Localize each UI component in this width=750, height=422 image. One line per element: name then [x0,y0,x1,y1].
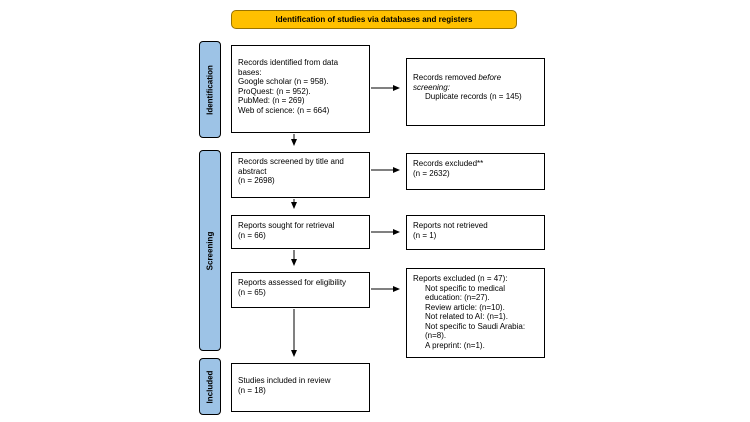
box-line: (n = 1) [413,230,437,240]
box-line: Not specific to Saudi Arabia: [425,321,526,331]
box-line: Records excluded** [413,159,484,168]
box-line: Reports not retrieved [413,221,488,230]
stage-label-identification: Identification [205,64,215,115]
box-line: PubMed: (n = 269) [238,96,305,105]
box-line: Not related to AI: (n=1). [425,312,508,321]
stage-label-included: Included [205,370,215,403]
stage-label-screening: Screening [205,231,215,270]
box-line: bases: [238,67,262,77]
box-records-identified [231,45,370,133]
box-line: Google scholar (n = 958). [238,77,329,86]
box-line-text-italic: before [478,73,502,82]
banner-label: Identification of studies via databases and registers [275,15,473,24]
box-line: Studies included in review [238,376,331,385]
box-line: screening: [413,82,450,92]
box-line: education: (n=27). [425,293,490,302]
box-line: ProQuest: (n = 952). [238,86,311,96]
box-line: A preprint: (n=1). [425,340,485,350]
box-line: Review article: (n=10). [425,302,505,312]
box-line: Duplicate records (n = 145) [425,92,522,101]
box-line: (n = 65) [238,287,266,297]
box-line-text: Records removed [413,73,479,82]
banner-identification-via-databases [231,10,517,29]
box-records-screened [231,152,370,198]
box-line: Not specific to medical [425,283,506,293]
box-reports-not-retrieved [406,215,545,250]
box-line: Reports sought for retrieval [238,221,335,230]
stage-identification [199,41,221,138]
box-line: Records screened by title and [238,157,344,166]
box-line: (n = 18) [238,385,266,395]
box-records-excluded [406,153,545,190]
box-line: (n = 2632) [413,168,450,178]
box-line: (n = 2698) [238,176,275,185]
box-records-removed [406,58,545,126]
box-reports-assessed [231,272,370,308]
box-line: Reports excluded (n = 47): [413,274,508,283]
box-line [413,73,538,83]
box-line: (n=8). [425,331,447,340]
box-reports-sought [231,215,370,249]
box-studies-included [231,363,370,412]
box-line: abstract [238,166,267,176]
stage-screening [199,150,221,351]
box-line: (n = 66) [238,230,266,240]
stage-included [199,358,221,415]
box-line: Web of science: (n = 664) [238,105,330,115]
box-reports-excluded [406,268,545,358]
box-line: Reports assessed for eligibility [238,278,347,287]
box-line: Records identified from data [238,58,339,67]
